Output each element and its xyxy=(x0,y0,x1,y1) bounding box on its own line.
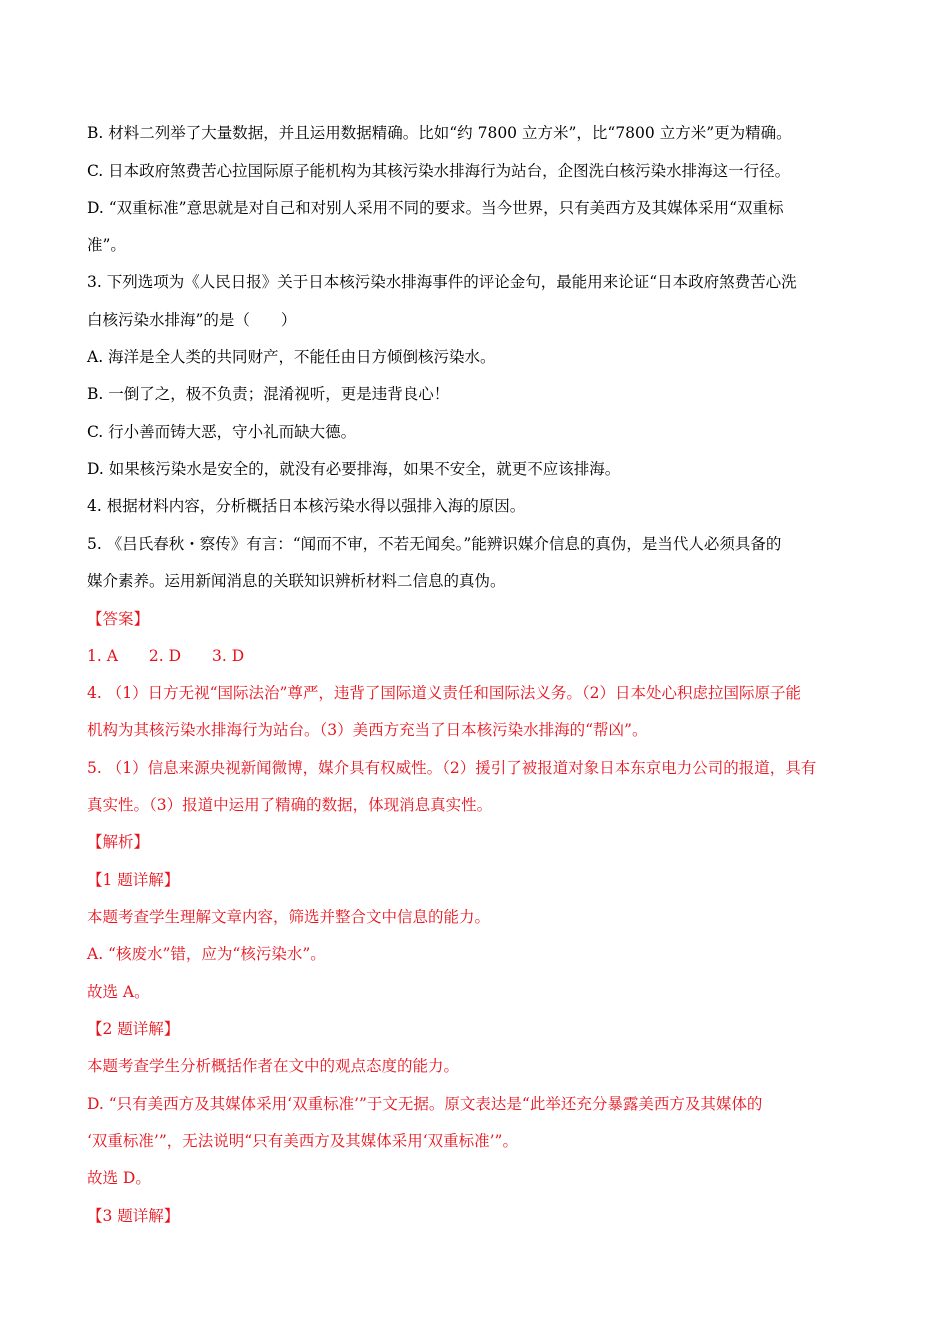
question-3-cont: 白核污染水排海”的是（ ） xyxy=(87,311,297,329)
question-3: 3. 下列选项为《人民日报》关于日本核污染水排海事件的评论金句，最能用来论证“日本政府煞费苦心洗 xyxy=(87,273,797,291)
detail-3-heading: 【3 题详解】 xyxy=(87,1207,180,1225)
option-3a: A. 海洋是全人类的共同财产，不能任由日方倾倒核污染水。 xyxy=(87,348,496,366)
answer-4: 4. （1）日方无视“国际法治”尊严，违背了国际道义责任和国际法义务。（2）日本处心积虑拉国际原子能 xyxy=(87,684,802,702)
question-4: 4. 根据材料内容，分析概括日本核污染水得以强排入海的原因。 xyxy=(87,497,526,515)
answer-4-cont: 机构为其核污染水排海行为站台。（3）美西方充当了日本核污染水排海的“帮凶”。 xyxy=(87,721,648,739)
answer-choices: 1. A 2. D 3. D xyxy=(87,647,245,665)
answer-heading: 【答案】 xyxy=(87,610,150,628)
detail-2-d-cont: ‘双重标准’”，无法说明“只有美西方及其媒体采用‘双重标准’”。 xyxy=(87,1132,518,1150)
detail-2-conclusion: 故选 D。 xyxy=(87,1169,151,1187)
option-2b: B. 材料二列举了大量数据，并且运用数据精确。比如“约 7800 立方米”，比“7800 立方米”更为精确。 xyxy=(87,124,792,142)
option-2c: C. 日本政府煞费苦心拉国际原子能机构为其核污染水排海行为站台，企图洗白核污染水排海这一行径。 xyxy=(87,162,791,180)
option-3c: C. 行小善而铸大恶，守小礼而缺大德。 xyxy=(87,423,357,441)
answer-5-cont: 真实性。（3）报道中运用了精确的数据，体现消息真实性。 xyxy=(87,796,493,814)
option-3b: B. 一倒了之，极不负责；混淆视听，更是违背良心！ xyxy=(87,385,450,403)
detail-1-a: A. “核废水”错，应为“核污染水”。 xyxy=(87,945,326,963)
detail-1-heading: 【1 题详解】 xyxy=(87,871,180,889)
detail-2-intro: 本题考查学生分析概括作者在文中的观点态度的能力。 xyxy=(87,1057,460,1075)
option-2d: D. “双重标准”意思就是对自己和对别人采用不同的要求。当今世界，只有美西方及其媒体采用“双重标 xyxy=(87,199,784,217)
question-5-cont: 媒介素养。运用新闻消息的关联知识辨析材料二信息的真伪。 xyxy=(87,572,506,590)
question-5: 5. 《吕氏春秋・察传》有言：“闻而不审，不若无闻矣。”能辨识媒介信息的真伪，是当代人必须具备的 xyxy=(87,535,782,553)
option-2d-cont: 准”。 xyxy=(87,236,126,254)
detail-1-intro: 本题考查学生理解文章内容，筛选并整合文中信息的能力。 xyxy=(87,908,491,926)
detail-2-heading: 【2 题详解】 xyxy=(87,1020,180,1038)
option-3d: D. 如果核污染水是安全的，就没有必要排海，如果不安全，就更不应该排海。 xyxy=(87,460,621,478)
detail-1-conclusion: 故选 A。 xyxy=(87,983,150,1001)
answer-5: 5. （1）信息来源央视新闻微博，媒介具有权威性。（2）援引了被报道对象日本东京电力公司的报道，具有 xyxy=(87,759,817,777)
analysis-heading: 【解析】 xyxy=(87,833,150,851)
detail-2-d: D. “只有美西方及其媒体采用‘双重标准’”于文无据。原文表达是“此举还充分暴露美西方及其媒体的 xyxy=(87,1095,763,1113)
